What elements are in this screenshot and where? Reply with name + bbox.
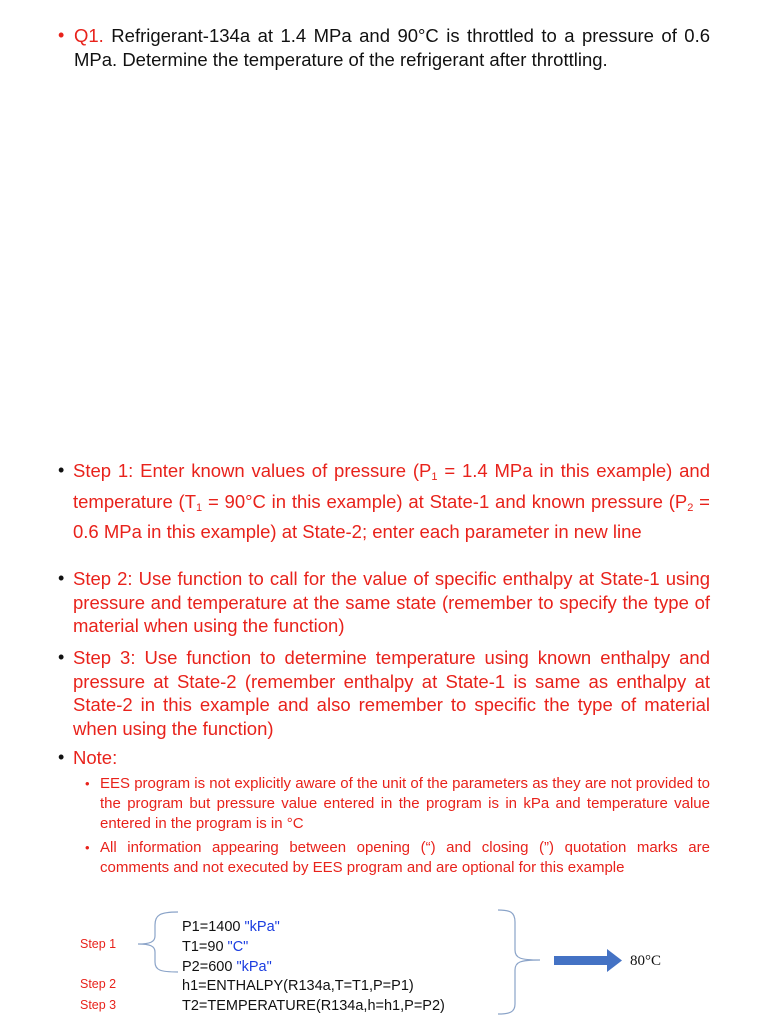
step-1-part: = 90°C in this example) at State-1 and known pressure (P xyxy=(202,490,688,512)
right-brace xyxy=(498,910,540,1014)
step-3-label: Step 3 xyxy=(80,998,117,1012)
arrow-shaft xyxy=(554,956,609,965)
code-string: "C" xyxy=(227,939,249,955)
bullet-dot: • xyxy=(58,460,65,480)
step-1-label: Step 1 xyxy=(80,937,117,951)
bullet-dot: • xyxy=(58,25,65,45)
code-text: P2=600 xyxy=(182,959,237,975)
sub-bullet-dot: • xyxy=(85,840,90,855)
step-1-part: = 1.4 MPa in this example) and temperature (T xyxy=(73,460,711,512)
bullet-dot: • xyxy=(58,568,65,588)
bullet-dot: • xyxy=(58,747,65,767)
bullet-dot: • xyxy=(58,647,65,667)
note-heading: Note: xyxy=(73,747,118,768)
result-value: 80°C xyxy=(630,953,662,969)
subscript: 1 xyxy=(431,471,438,483)
step-1-part: Step 1: Enter known values of pressure (P xyxy=(73,460,432,481)
question-body: Refrigerant-134a at 1.4 MPa and 90°C is throttled to a pressure of 0.6 MPa. Determine the temperature of the refrigerant after throttling. xyxy=(74,25,711,70)
step-2-text: Step 2: Use function to call for the value of specific enthalpy at State-1 using pressure and temperature at the same state (remember to specify the type of material when using the function) xyxy=(73,568,710,636)
note-item-1: EES program is not explicitly aware of the unit of the parameters as they are not provided to the program but pressure value entered in the program is in kPa and temperature value entered in the program is in °C xyxy=(100,775,710,832)
step-3-text: Step 3: Use function to determine temperature using known enthalpy and pressure at State-2 (remember enthalpy at State-1 is same as enthalpy at State-2 in this example and also remember to specific the type of material when using the function) xyxy=(73,647,710,739)
code-text: T1=90 xyxy=(182,939,228,955)
sub-bullet-dot: • xyxy=(85,776,90,791)
code-text: P1=1400 xyxy=(182,919,245,935)
code-string: "kPa" xyxy=(236,959,272,975)
code-line-5: T2=TEMPERATURE(R134a,h=h1,P=P2) xyxy=(182,998,445,1014)
step-1-part: = 0.6 MPa in this example) at State-2; enter each parameter in new line xyxy=(73,490,710,542)
question-label: Q1. xyxy=(74,25,104,46)
code-string: "kPa" xyxy=(244,919,280,935)
arrow-head xyxy=(607,949,622,972)
code-line-4: h1=ENTHALPY(R134a,T=T1,P=P1) xyxy=(182,978,414,994)
left-brace xyxy=(138,912,178,972)
note-item-2: All information appearing between opening (“) and closing (”) quotation marks are comments and not executed by EES program and are optional for this example xyxy=(100,839,710,876)
subscript: 1 xyxy=(196,501,203,514)
step-2-label: Step 2 xyxy=(80,977,117,991)
subscript: 2 xyxy=(687,501,694,514)
